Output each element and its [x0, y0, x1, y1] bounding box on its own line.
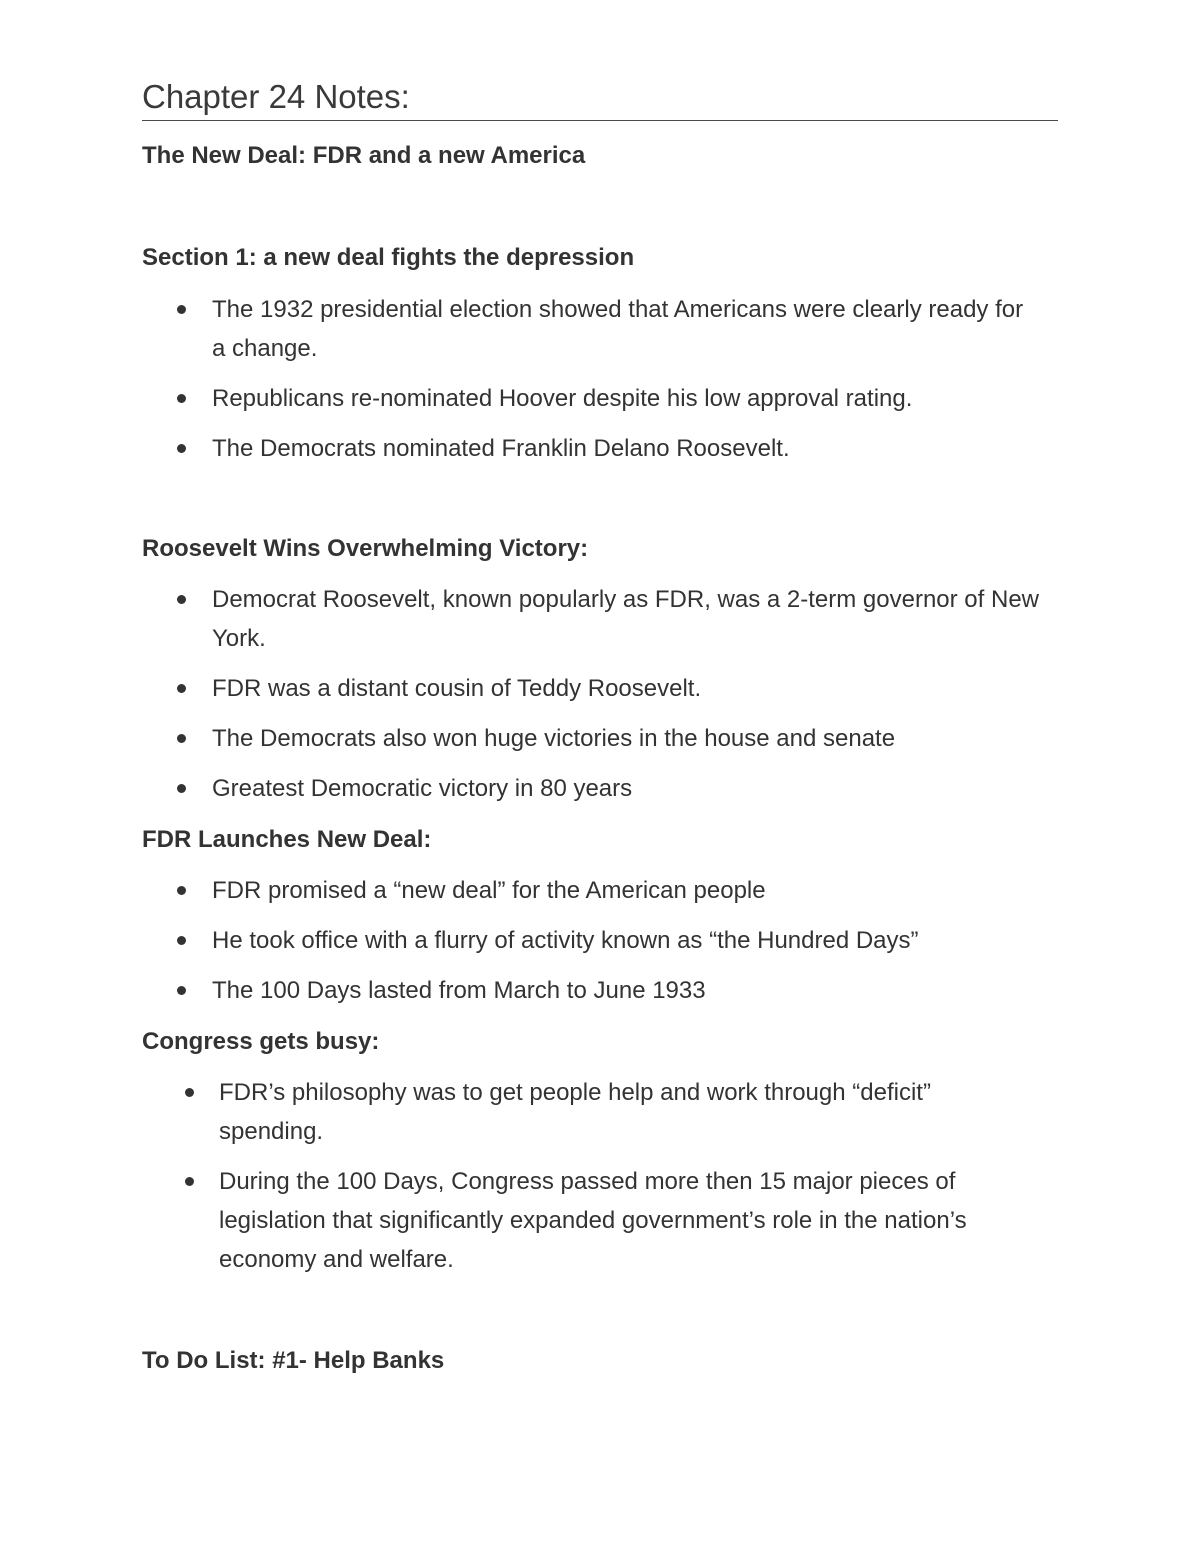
bullet-text: Greatest Democratic victory in 80 years	[212, 775, 633, 802]
bullet-text: The 100 Days lasted from March to June 1933	[212, 977, 706, 1004]
bullet-icon	[177, 734, 186, 743]
bullet-icon	[177, 886, 186, 895]
bullet-text: During the 100 Days, Congress passed more then 15 major pieces of legislation that significantly expanded government’s role in the nation’s economy and welfare.	[219, 1168, 967, 1273]
bullet-text: Republicans re-nominated Hoover despite his low approval rating.	[212, 385, 913, 412]
bullet-list	[0, 1073, 1200, 1290]
bullet-text: The Democrats also won huge victories in the house and senate	[212, 725, 896, 752]
bullet-list	[0, 580, 1200, 819]
bullet-icon	[185, 1177, 194, 1186]
list-item	[0, 669, 1042, 708]
list-item	[0, 921, 1042, 960]
bullet-icon	[177, 684, 186, 693]
bullet-text: He took office with a flurry of activity known as “the Hundred Days”	[212, 927, 919, 954]
bullet-list	[0, 871, 1200, 1021]
list-item	[0, 580, 1042, 658]
section-heading: Congress gets busy:	[142, 1028, 380, 1055]
list-item	[0, 871, 1042, 910]
bullet-text: The Democrats nominated Franklin Delano Roosevelt.	[212, 435, 790, 462]
bullet-text: Democrat Roosevelt, known popularly as FDR, was a 2-term governor of New York.	[212, 586, 1039, 652]
document-subtitle: The New Deal: FDR and a new America	[142, 142, 586, 169]
list-item	[0, 1073, 1039, 1151]
section-heading: Roosevelt Wins Overwhelming Victory:	[142, 535, 589, 562]
list-item	[0, 429, 1042, 468]
bullet-text: FDR promised a “new deal” for the American people	[212, 877, 766, 904]
bullet-icon	[177, 936, 186, 945]
bullet-text: FDR was a distant cousin of Teddy Roosevelt.	[212, 675, 702, 702]
bullet-text: The 1932 presidential election showed that Americans were clearly ready for a change.	[212, 296, 1024, 362]
bullet-icon	[185, 1088, 194, 1097]
list-item	[0, 971, 1042, 1010]
section-heading: Section 1: a new deal fights the depression	[142, 244, 635, 271]
section-heading: FDR Launches New Deal:	[142, 826, 432, 853]
bullet-icon	[177, 595, 186, 604]
bullet-icon	[177, 986, 186, 995]
list-item	[0, 1162, 1039, 1279]
bullet-icon	[177, 305, 186, 314]
bullet-list	[0, 290, 1200, 479]
bullet-icon	[177, 394, 186, 403]
document-title: Chapter 24 Notes:	[142, 78, 410, 115]
list-item	[0, 290, 1042, 368]
bullet-icon	[177, 444, 186, 453]
list-item	[0, 379, 1042, 418]
title-underline	[142, 120, 1058, 121]
bullet-icon	[177, 784, 186, 793]
list-item	[0, 719, 1042, 758]
todo-heading: To Do List: #1- Help Banks	[142, 1347, 445, 1374]
bullet-text: FDR’s philosophy was to get people help and work through “deficit” spending.	[219, 1079, 931, 1145]
list-item	[0, 769, 1042, 808]
